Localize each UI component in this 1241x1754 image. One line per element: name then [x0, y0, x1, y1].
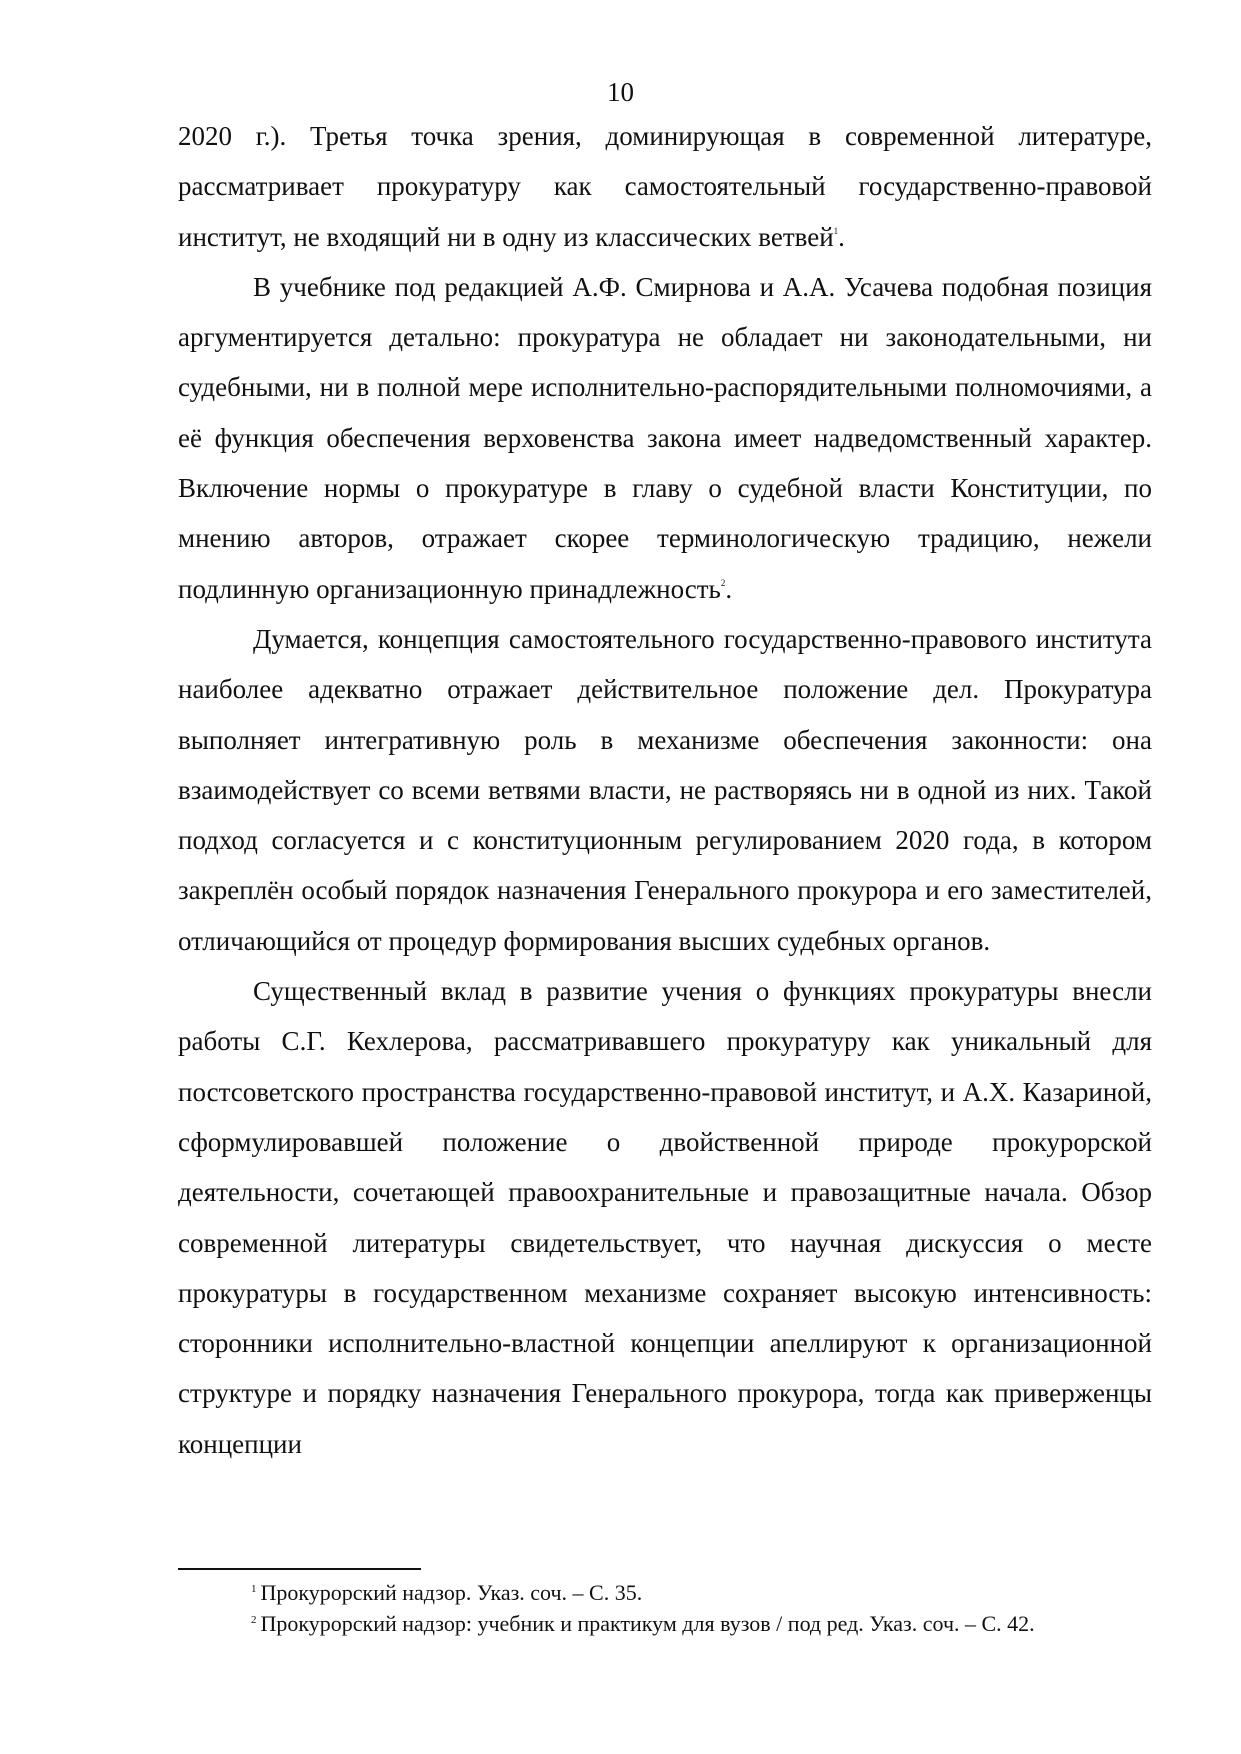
footnote: [251, 1577, 1161, 1608]
footnote-reference[interactable]: 1: [833, 225, 839, 236]
paragraph-end: .: [725, 573, 733, 604]
paragraph-end: .: [838, 221, 845, 252]
body-text: [178, 111, 1152, 1469]
footnote-text: Прокурорский надзор. Указ. соч. – С. 35.: [260, 1580, 643, 1605]
footnote-reference[interactable]: 2: [720, 577, 726, 588]
paragraph-continuation: [178, 111, 1152, 262]
paragraph-text: В учебнике под редакцией А.Ф. Смирнова и А.А. Усачева подобная позиция аргументируется детально: прокуратура не обладает ни законодательными, ни судебными, ни в полной мере исполнительно-распорядительными полномочиями, а её функция обеспечения верховенства закона имеет надведомственный характер. Включение нормы о прокуратуре в главу о судебной власти Конституции, по мнению авторов, отражает скорее терминологическую традицию, нежели подлинную организационную принадлежность: [178, 271, 1152, 604]
footnote-mark: 2: [251, 1614, 257, 1626]
paragraph-text: Существенный вклад в развитие учения о функциях прокуратуры внесли работы С.Г. Кехлерова, рассматривавшего прокуратуру как уникальный для постсоветского пространства государственно-правовой институт, и А.Х. Казариной, сформулировавшей положение о двойственной природе прокурорской деятельности, сочетающей правоохранительные и правозащитные начала. Обзор современной литературы свидетельствует, что научная дискуссия о месте прокуратуры в государственном механизме сохраняет высокую интенсивность: сторонники исполнительно-властной концепции апеллируют к организационной структуре и порядку назначения Генерального прокурора, тогда как приверженцы концепции: [178, 976, 1152, 1459]
paragraph-text: Думается, концепция самостоятельного государственно-правового института наиболее адекватно отражает действительное положение дел. Прокуратура выполняет интегративную роль в механизме обеспечения законности: она взаимодействует со всеми ветвями власти, не растворяясь ни в одной из них. Такой подход согласуется и с конституционным регулированием 2020 года, в котором закреплён особый порядок назначения Генерального прокурора и его заместителей, отличающийся от процедур формирования высших судебных органов.: [178, 623, 1152, 956]
paragraph: [178, 614, 1152, 966]
footnotes: [251, 1577, 1161, 1639]
footnote-text: Прокурорский надзор: учебник и практикум для вузов / под ред. Указ. соч. – С. 42.: [260, 1611, 1035, 1636]
footnote-separator: [178, 1568, 421, 1570]
paragraph-continued-next-page: [178, 966, 1152, 1469]
paragraph: [178, 262, 1152, 614]
footnote-mark: 1: [251, 1583, 257, 1595]
paragraph-text: 2020 г.). Третья точка зрения, доминирующая в современной литературе, рассматривает прокуратуру как самостоятельный государственно-правовой институт, не входящий ни в одну из классических ветвей: [178, 121, 1152, 252]
footnote: [251, 1608, 1161, 1639]
page-number: 10: [607, 77, 634, 107]
